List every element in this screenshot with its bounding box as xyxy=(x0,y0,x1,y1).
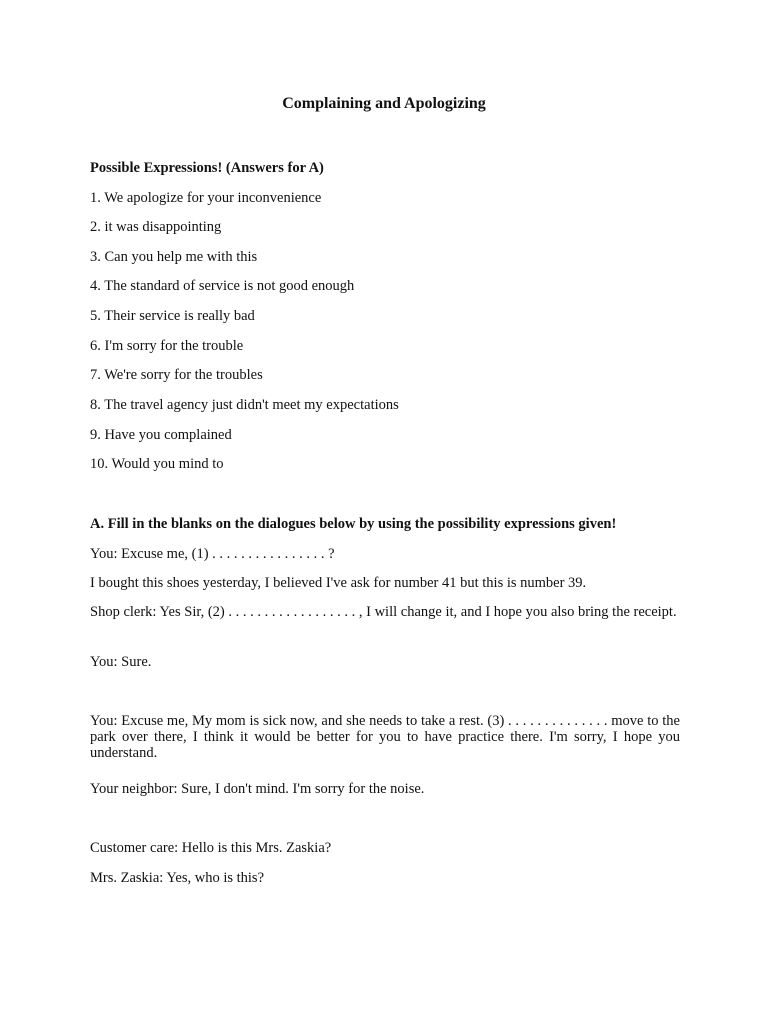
expression-item: 3. Can you help me with this xyxy=(90,249,258,265)
expression-item: 4. The standard of service is not good enough xyxy=(90,278,355,294)
dialogue-line: Your neighbor: Sure, I don't mind. I'm sorry for the noise. xyxy=(90,781,425,797)
expression-item: 8. The travel agency just didn't meet my expectations xyxy=(90,397,399,413)
dialogue-line: Mrs. Zaskia: Yes, who is this? xyxy=(90,870,265,886)
expression-item: 10. Would you mind to xyxy=(90,456,224,472)
dialogue-line: You: Excuse me, My mom is sick now, and she needs to take a rest. (3) . . . . . . . . . . . . . . move to the park over there, I think it would be better for you to have practice there. I'm sorry, I hope you understand. xyxy=(90,713,680,761)
expression-item: 5. Their service is really bad xyxy=(90,308,255,324)
dialogue-line: I bought this shoes yesterday, I believed I've ask for number 41 but this is number 39. xyxy=(90,575,587,591)
expression-item: 9. Have you complained xyxy=(90,427,232,443)
expression-item: 6. I'm sorry for the trouble xyxy=(90,338,244,354)
dialogue-line: You: Excuse me, (1) . . . . . . . . . . . . . . . . ? xyxy=(90,546,335,562)
page-title: Complaining and Apologizing xyxy=(282,95,486,112)
section-a-instruction: A. Fill in the blanks on the dialogues below by using the possibility expressions given! xyxy=(90,516,617,532)
expressions-heading: Possible Expressions! (Answers for A) xyxy=(90,160,324,176)
dialogue-line: Shop clerk: Yes Sir, (2) . . . . . . . . . . . . . . . . . . , I will change it, and I hope you also bring the receipt. xyxy=(90,604,677,620)
expression-item: 2. it was disappointing xyxy=(90,219,222,235)
dialogue-line: You: Sure. xyxy=(90,654,152,670)
expression-item: 7. We're sorry for the troubles xyxy=(90,367,263,383)
expression-item: 1. We apologize for your inconvenience xyxy=(90,190,322,206)
dialogue-line: Customer care: Hello is this Mrs. Zaskia? xyxy=(90,840,332,856)
